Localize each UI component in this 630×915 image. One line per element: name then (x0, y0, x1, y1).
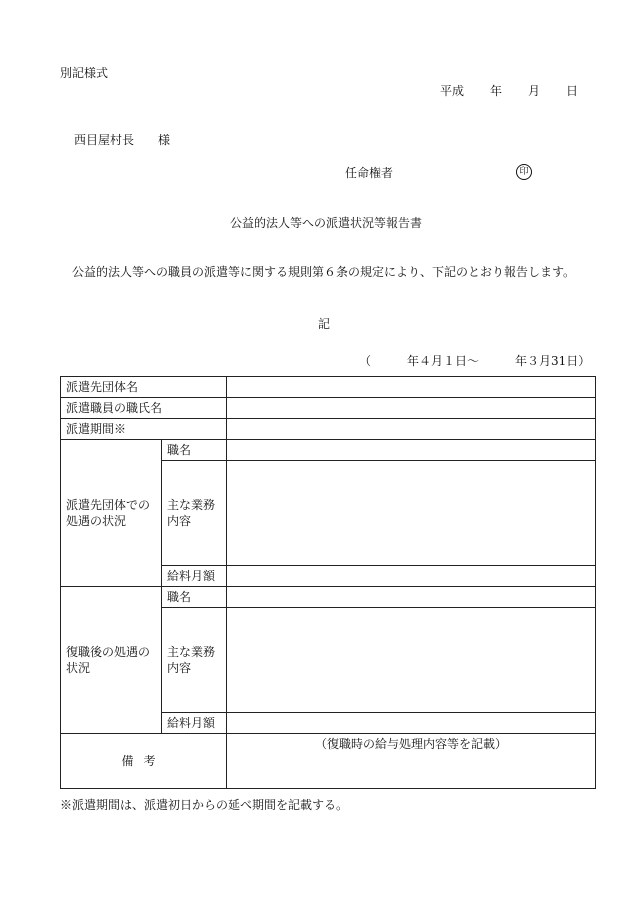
dest-name-field[interactable] (227, 377, 596, 398)
form-label: 別記様式 (60, 66, 109, 80)
remarks-field[interactable] (227, 734, 596, 789)
report-table (60, 376, 596, 789)
remarks-note: （復職時の給与処理内容等を記載） (315, 737, 508, 751)
footnote: ※派遣期間は、派遣初日からの延べ期間を記載する。 (60, 798, 349, 812)
dest-salary-field[interactable] (227, 566, 596, 587)
table-row (61, 440, 596, 461)
ki-heading: 記 (318, 317, 331, 331)
date-year: 年 (490, 84, 503, 98)
main-duties-label: 主な業務内容 (162, 461, 227, 566)
staff-name-field[interactable] (227, 398, 596, 419)
table-row (61, 377, 596, 398)
date-era: 平成 (440, 84, 465, 98)
dest-position-field[interactable] (227, 440, 596, 461)
staff-name-label: 派遣職員の職氏名 (61, 398, 227, 419)
position-label: 職名 (162, 587, 227, 608)
return-salary-field[interactable] (227, 713, 596, 734)
position-label: 職名 (162, 440, 227, 461)
addressee: 西目屋村長 様 (74, 133, 171, 147)
date-month: 月 (528, 84, 541, 98)
table-row (61, 587, 596, 608)
seal-mark: 印 (516, 164, 532, 180)
treatment-return-label: 復職後の処遇の状況 (61, 587, 162, 734)
remarks-label: 備考 (61, 734, 227, 789)
table-row (61, 398, 596, 419)
salary-label: 給料月額 (162, 566, 227, 587)
body-text: 公益的法人等への職員の派遣等に関する規則第６条の規定により、下記のとおり報告します。 (72, 265, 576, 279)
period-field[interactable] (227, 419, 596, 440)
period-label: 派遣期間※ (61, 419, 227, 440)
treatment-dest-label: 派遣先団体での処遇の状況 (61, 440, 162, 587)
appointer-label: 任命権者 (345, 166, 394, 180)
date-day: 日 (566, 84, 579, 98)
salary-label: 給料月額 (162, 713, 227, 734)
table-row (61, 734, 596, 789)
fiscal-period: （ 年４月１日～ 年３月31日） (359, 354, 591, 368)
main-duties-label: 主な業務内容 (162, 608, 227, 713)
date-line (440, 84, 578, 98)
return-duties-field[interactable] (227, 608, 596, 713)
dest-duties-field[interactable] (227, 461, 596, 566)
table-row (61, 419, 596, 440)
return-position-field[interactable] (227, 587, 596, 608)
document-title: 公益的法人等への派遣状況等報告書 (230, 216, 423, 230)
dest-name-label: 派遣先団体名 (61, 377, 227, 398)
